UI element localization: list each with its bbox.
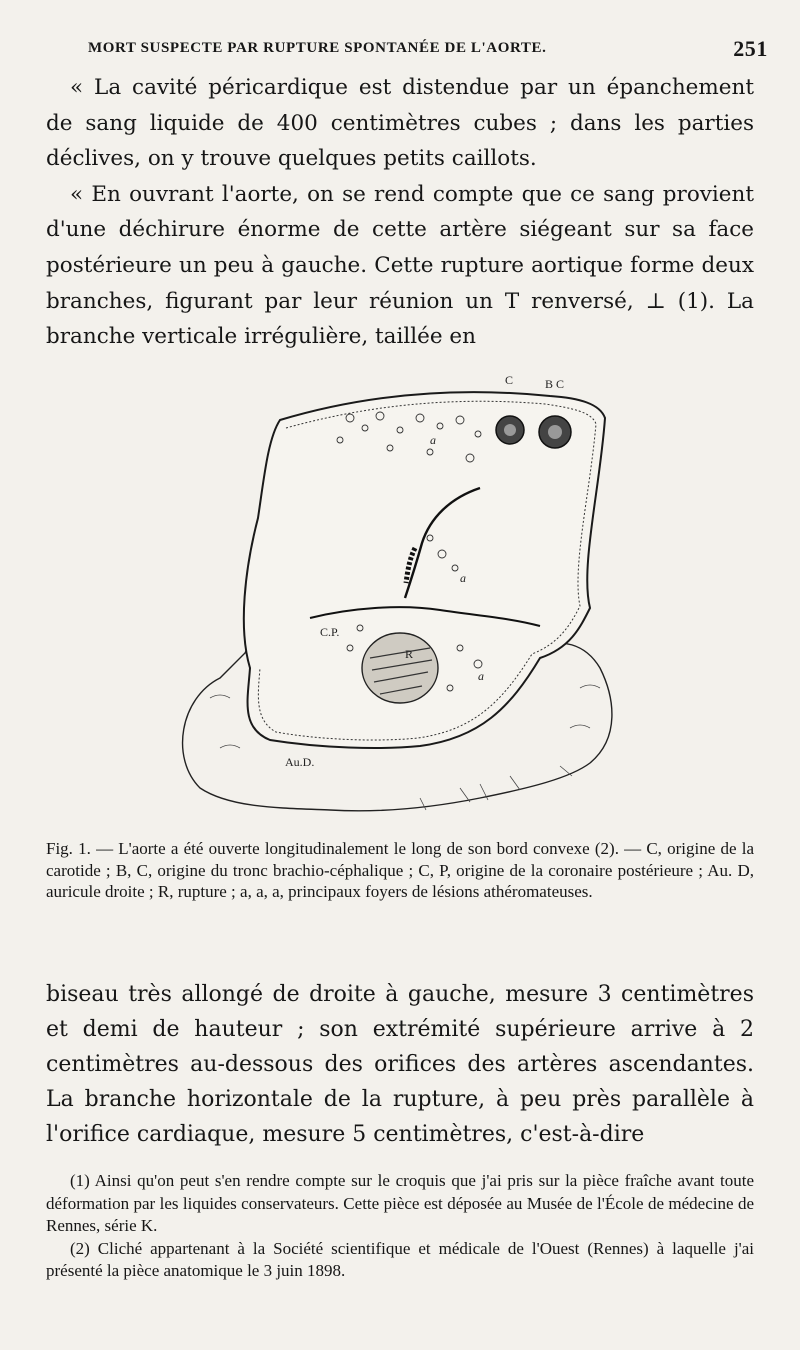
coronary-region xyxy=(362,633,438,703)
aorta-figure xyxy=(160,368,640,830)
footnotes xyxy=(46,1170,754,1283)
footnote-2: (2) Cliché appartenant à la Société scientifique et médicale de l'Ouest (Rennes) à laquelle j'ai présenté la pièce anatomique le 3 juin 1898. xyxy=(46,1238,754,1280)
brachiocephalic-orifice-lumen xyxy=(548,425,562,439)
figure-caption: Fig. 1. — L'aorte a été ouverte longitudinalement le long de son bord convexe (2). — C, origine de la carotide ; B, C, origine du tronc brachio-céphalique ; C, P, origine de la coronaire postérieure ; Au. D, auricule droite ; R, rupture ; a, a, a, principaux foyers de lésions athéromateuses. xyxy=(46,839,754,902)
label-c: C xyxy=(505,373,514,387)
label-a-middle: a xyxy=(460,571,466,585)
paragraph-bevel: biseau très allongé de droite à gauche, mesure 3 centimètres et demi de hauteur ; son extrémité supérieure arrive à 2 centimètres au-dessous des orifices des artères ascendantes. La branche horizontale de la rupture, à peu près parallèle à l'orifice cardiaque, mesure 5 centimètres, c'est-à-dire xyxy=(46,982,754,1147)
paragraph-pericardial-cavity: « La cavité péricardique est distendue par un épanchement de sang liquide de 400 centimètres cubes ; dans les parties déclives, on y trouve quelques petits caillots. xyxy=(46,75,754,172)
page-number: 251 xyxy=(733,36,768,61)
label-a-upper: a xyxy=(430,433,436,447)
aorta-sketch xyxy=(160,368,640,830)
label-a-lower: a xyxy=(478,669,484,683)
label-cp: C.P. xyxy=(320,625,340,639)
page-header xyxy=(88,36,768,66)
paragraph-aorta-opening: « En ouvrant l'aorte, on se rend compte que ce sang provient d'une déchirure énorme de cette artère siégeant sur sa face postérieure un peu à gauche. Cette rupture aortique forme deux branches, figurant par leur réunion un T renversé, ⊥ (1). La branche verticale irrégulière, taillée en xyxy=(46,181,754,350)
footnote-1: (1) Ainsi qu'on peut s'en rendre compte sur le croquis que j'ai pris sur la pièce fraîche avant toute déformation par les liquides conservateurs. Cette pièce est déposée au Musée de l'École de médecine de Rennes, série K. xyxy=(46,1171,754,1235)
label-aud: Au.D. xyxy=(285,755,315,769)
label-bc: B C xyxy=(545,377,565,391)
body-text-top xyxy=(46,70,754,355)
body-text-bottom xyxy=(46,977,754,1152)
carotid-orifice-lumen xyxy=(504,424,516,436)
running-title: MORT SUSPECTE PAR RUPTURE SPONTANÉE DE L'AORTE. xyxy=(88,40,547,56)
label-r: R xyxy=(405,647,414,661)
